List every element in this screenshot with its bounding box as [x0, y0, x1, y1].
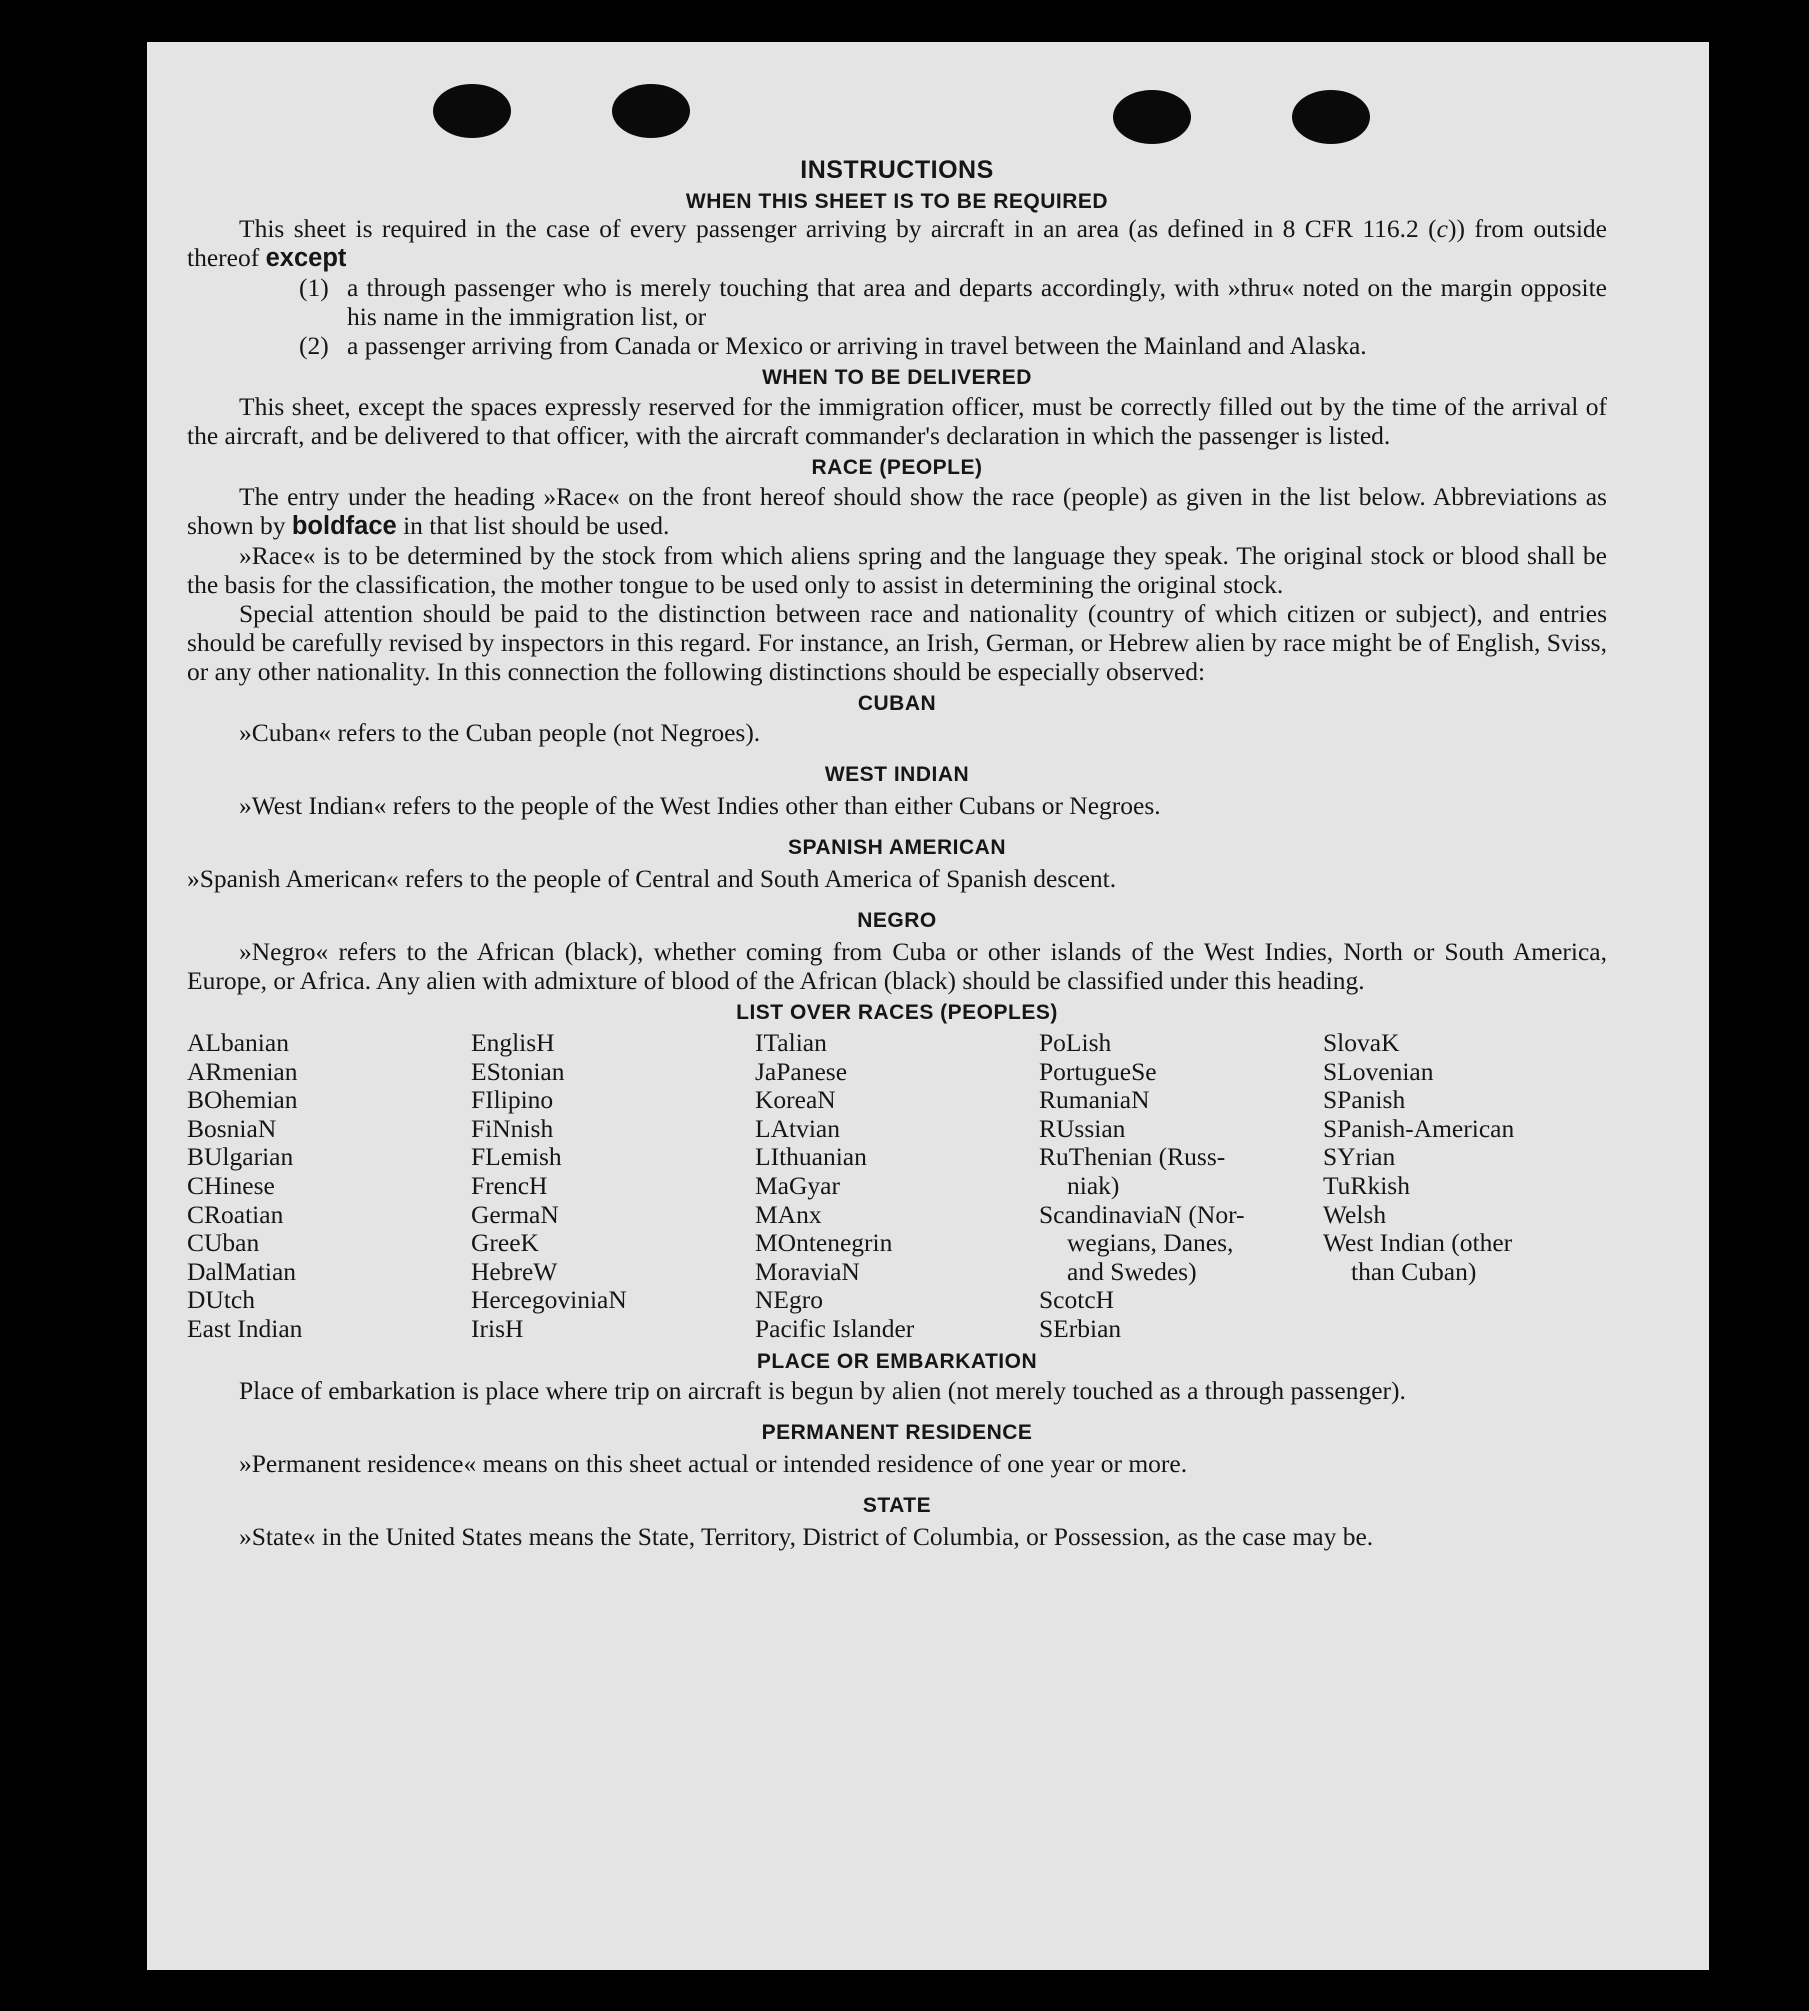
race-item: FIlipino — [471, 1085, 554, 1115]
binder-hole — [612, 84, 690, 138]
heading-spanish-american: SPANISH AMERICAN — [787, 836, 1006, 859]
paragraph-permanent-residence: »Permanent residence« means on this sheet actual or intended residence of one year or more. — [239, 1448, 1188, 1478]
heading-when-delivered: WHEN TO BE DELIVERED — [762, 366, 1032, 389]
race-item: GermaN — [471, 1199, 559, 1229]
heading-race-list: LIST OVER RACES (PEOPLES) — [736, 1001, 1058, 1024]
race-item: and Swedes) — [1067, 1256, 1197, 1286]
race-column — [1039, 1029, 1323, 1344]
race-item: ITalian — [755, 1028, 827, 1057]
race-item: RUssian — [1039, 1113, 1126, 1143]
race-item: RumaniaN — [1039, 1085, 1150, 1115]
race-item: CHinese — [187, 1170, 275, 1200]
race-item: ScotcH — [1039, 1285, 1115, 1315]
race-column — [1323, 1029, 1607, 1344]
paragraph-spanish-american: »Spanish American« refers to the people of Central and South America of Spanish descent. — [187, 864, 1117, 893]
heading-permanent-residence: PERMANENT RESIDENCE — [761, 1420, 1033, 1444]
heading-negro: NEGRO — [857, 909, 937, 932]
race-item: niak) — [1067, 1170, 1120, 1200]
race-item: FLemish — [471, 1142, 562, 1172]
race-item: RuThenian (Russ- — [1039, 1142, 1226, 1172]
race-item: GreeK — [471, 1228, 539, 1258]
race-item: CRoatian — [187, 1199, 284, 1229]
race-item: BosniaN — [187, 1113, 277, 1143]
race-item: LIthuanian — [755, 1142, 867, 1172]
binder-hole — [1113, 90, 1191, 144]
race-item: East Indian — [187, 1313, 303, 1343]
exception-list — [299, 273, 1607, 360]
except-keyword: except — [265, 244, 347, 272]
race-item: SErbian — [1039, 1313, 1122, 1343]
exception-item: (1) a through passenger who is merely touching that area and departs accordingly, with »thru« noted on the margin opposite his name in the immigration list, or — [299, 273, 1607, 331]
binder-hole — [1292, 90, 1370, 144]
heading-state: STATE — [862, 1493, 932, 1517]
race-item: BOhemian — [187, 1085, 298, 1115]
race-item: EnglisH — [471, 1028, 555, 1057]
race-item: ALbanian — [187, 1028, 289, 1057]
race-item: MAnx — [755, 1199, 822, 1229]
race-item: JaPanese — [755, 1056, 848, 1086]
race-item: SYrian — [1323, 1142, 1396, 1172]
race-item: than Cuban) — [1351, 1256, 1477, 1286]
race-item: FrencH — [471, 1170, 548, 1200]
paragraph-when-required: This sheet is required in the case of every passenger arriving by aircraft in an area (as defined in 8 CFR 116.2 (c)) from outside thereof except — [187, 214, 1607, 272]
heading-when-required: WHEN THIS SHEET IS TO BE REQUIRED — [685, 190, 1109, 213]
race-item: HercegoviniaN — [471, 1285, 627, 1315]
race-item: DUtch — [187, 1285, 255, 1315]
race-item: PortugueSe — [1039, 1056, 1157, 1086]
race-item: NEgro — [755, 1285, 823, 1315]
race-item: PoLish — [1039, 1028, 1112, 1057]
paragraph-race-entry: The entry under the heading »Race« on the front hereof should show the race (people) as given in the list below. Abbreviations as shown by boldface in that list should be used. — [187, 482, 1607, 540]
race-column — [471, 1029, 755, 1344]
binder-hole — [433, 84, 511, 138]
paragraph-race-distinction: Special attention should be paid to the distinction between race and nationality (country of which citizen or subject), and entries should be carefully revised by inspectors in this regard. For instance, an Irish, German, or Hebrew alien by race might be of English, Sviss, or any other nationality. In this connection the following distinctions should be especially observed: — [187, 599, 1607, 686]
race-column — [187, 1029, 471, 1344]
race-item: DalMatian — [187, 1256, 297, 1286]
race-list — [187, 1029, 1607, 1344]
race-item: West Indian (other — [1323, 1228, 1513, 1258]
race-item: KoreaN — [755, 1085, 836, 1115]
race-item: TuRkish — [1323, 1170, 1410, 1200]
paragraph-race-definition: »Race« is to be determined by the stock from which aliens spring and the language they speak. The original stock or blood shall be the basis for the classification, the mother tongue to be used only to assist in determining the original stock. — [187, 541, 1607, 599]
race-item: ARmenian — [187, 1056, 298, 1086]
page-title: INSTRUCTIONS — [800, 156, 994, 184]
document-sheet — [147, 42, 1709, 1970]
race-item: MaGyar — [755, 1170, 840, 1200]
race-item: FiNnish — [471, 1113, 554, 1143]
race-item: SLovenian — [1323, 1056, 1434, 1086]
race-item: HebreW — [471, 1256, 558, 1286]
paragraph-negro: »Negro« refers to the African (black), whether coming from Cuba or other islands of the West Indies, North or South America, Europe, or Africa. Any alien with admixture of blood of the African (black) should be classified under this heading. — [187, 937, 1607, 995]
race-item: SlovaK — [1323, 1028, 1400, 1057]
heading-embarkation: PLACE OR EMBARKATION — [756, 1349, 1038, 1373]
race-item: CUban — [187, 1228, 260, 1258]
paragraph-state: »State« in the United States means the State, Territory, District of Columbia, or Possession, as the case may be. — [239, 1521, 1374, 1551]
race-item: MoraviaN — [755, 1256, 860, 1286]
race-item: Pacific Islander — [755, 1313, 915, 1343]
race-item: LAtvian — [755, 1113, 840, 1143]
race-item: EStonian — [471, 1056, 565, 1086]
race-item: IrisH — [471, 1313, 524, 1343]
race-item: Welsh — [1323, 1199, 1387, 1229]
paragraph-when-delivered: This sheet, except the spaces expressly reserved for the immigration officer, must be correctly filled out by the time of the arrival of the aircraft, and be delivered to that officer, with the aircraft commander's declaration in which the passenger is listed. — [187, 392, 1607, 450]
race-item: MOntenegrin — [755, 1228, 893, 1258]
boldface-keyword: boldface — [291, 512, 397, 540]
race-item: BUlgarian — [187, 1142, 294, 1172]
race-item: wegians, Danes, — [1067, 1228, 1234, 1258]
instructions-content — [187, 154, 1607, 1551]
paragraph-embarkation: Place of embarkation is place where trip on aircraft is begun by alien (not merely touched as a through passenger). — [239, 1375, 1406, 1405]
race-column — [755, 1029, 1039, 1344]
exception-item: (2) a passenger arriving from Canada or Mexico or arriving in travel between the Mainland and Alaska. — [299, 331, 1367, 360]
paragraph-west-indian: »West Indian« refers to the people of the West Indies other than either Cubans or Negroes. — [239, 791, 1161, 820]
race-item: SPanish — [1323, 1085, 1406, 1115]
heading-cuban: CUBAN — [857, 692, 937, 715]
heading-west-indian: WEST INDIAN — [824, 763, 970, 786]
heading-race: RACE (PEOPLE) — [811, 456, 983, 479]
race-item: SPanish-American — [1323, 1113, 1515, 1143]
race-item: ScandinaviaN (Nor- — [1039, 1199, 1245, 1229]
paragraph-cuban: »Cuban« refers to the Cuban people (not Negroes). — [239, 718, 761, 747]
